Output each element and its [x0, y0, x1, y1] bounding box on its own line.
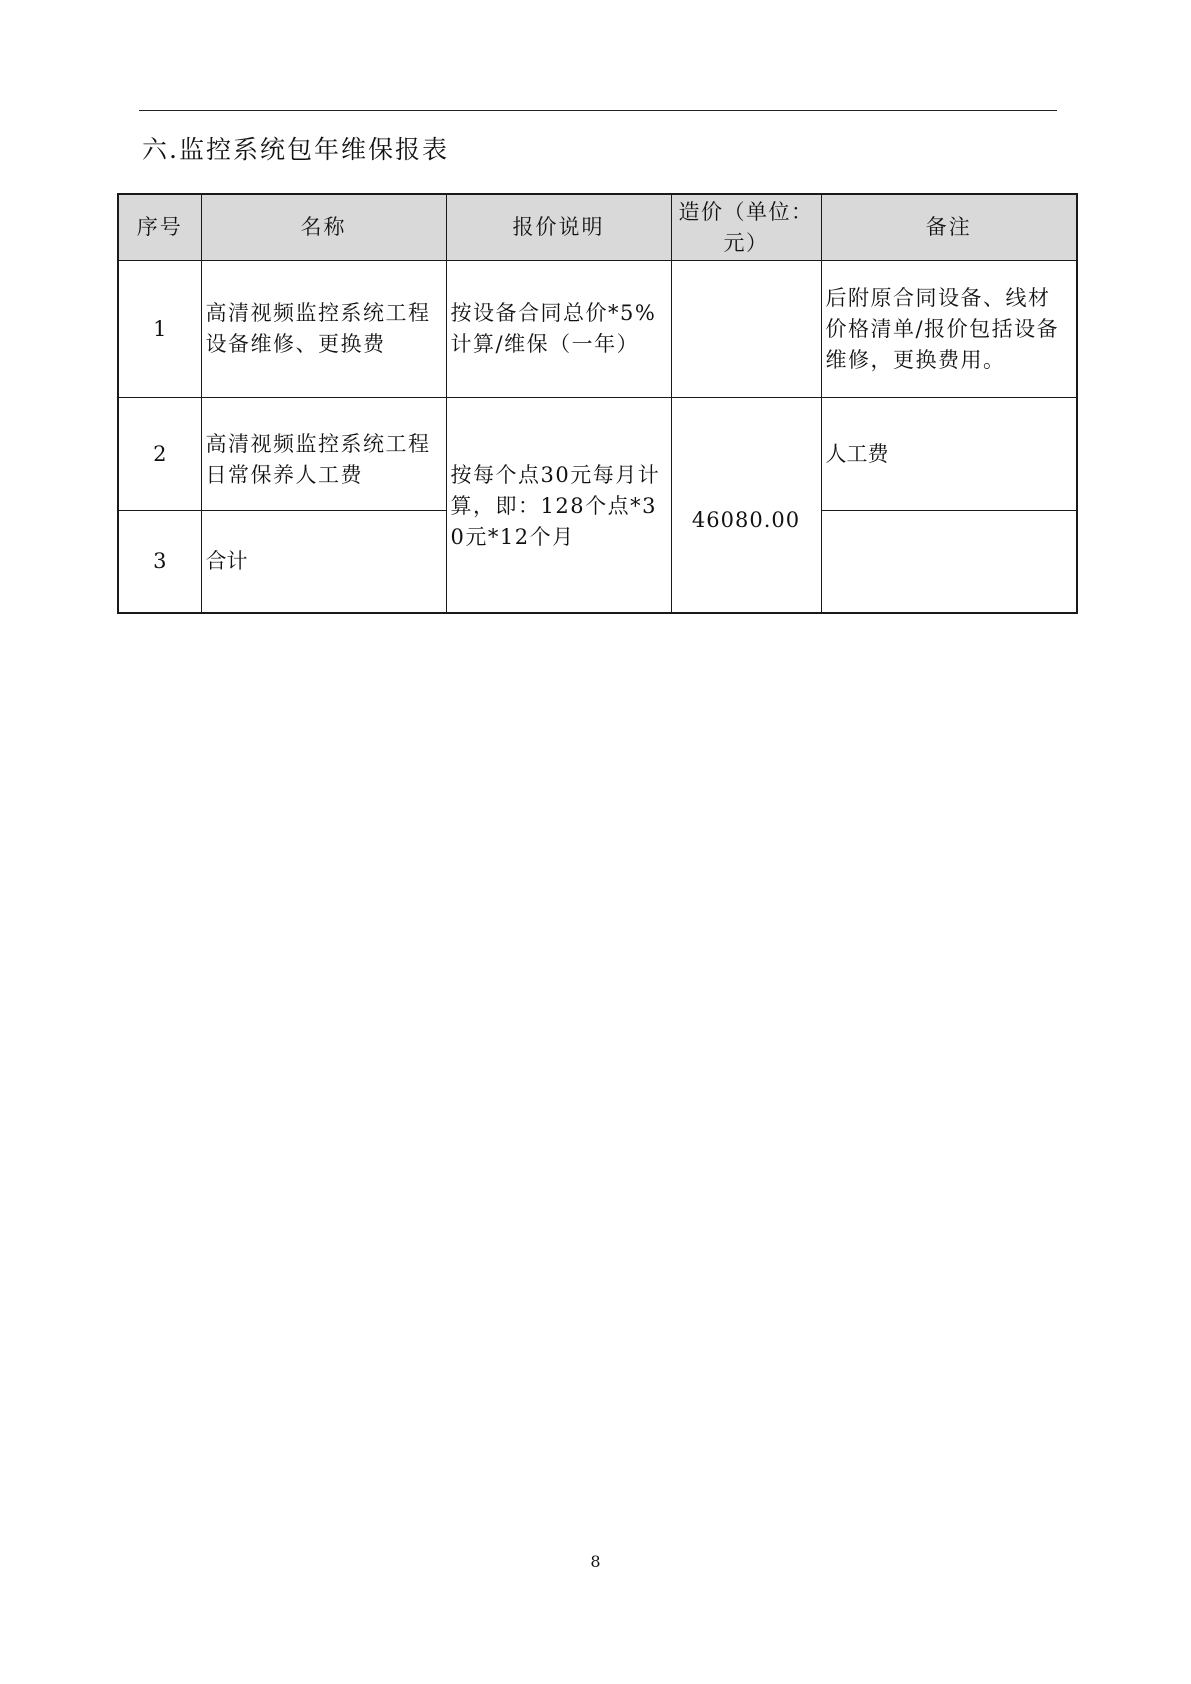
header-name: 名称 — [201, 194, 446, 261]
maintenance-quote-table — [117, 193, 1078, 614]
page-number: 8 — [590, 1552, 601, 1571]
cell-name — [201, 261, 446, 398]
table-row — [118, 261, 1077, 398]
cell-price — [671, 398, 821, 614]
table-row — [118, 398, 1077, 511]
header-price — [671, 194, 821, 261]
cell-remark — [821, 261, 1077, 398]
header-price-text: 造价（单位：元） — [678, 199, 814, 255]
cell-remark-text: 后附原合同设备、线材价格清单/报价包括设备维修，更换费用。 — [825, 285, 1060, 372]
cell-price — [671, 261, 821, 398]
cell-no: 1 — [118, 261, 201, 398]
cell-price-text: 46080.00 — [691, 507, 801, 532]
cell-no: 3 — [118, 511, 201, 614]
header-rule — [139, 110, 1057, 111]
cell-desc-text: 按设备合同总价*5%计算/维保（一年） — [450, 301, 657, 356]
cell-remark: 人工费 — [821, 398, 1077, 511]
table-header-row — [118, 194, 1077, 261]
cell-name — [201, 398, 446, 511]
cell-name: 合计 — [201, 511, 446, 614]
header-no: 序号 — [118, 194, 201, 261]
cell-name-text: 高清视频监控系统工程设备维修、更换费 — [205, 301, 431, 356]
cell-desc-text: 按每个点30元每月计算，即：128个点*30元*12个月 — [450, 462, 661, 549]
header-remark: 备注 — [821, 194, 1077, 261]
section-title: 六.监控系统包年维保报表 — [142, 135, 449, 164]
cell-desc — [446, 261, 671, 398]
cell-name-text: 高清视频监控系统工程日常保养人工费 — [205, 432, 431, 487]
cell-no: 2 — [118, 398, 201, 511]
cell-remark — [821, 511, 1077, 614]
header-desc: 报价说明 — [446, 194, 671, 261]
cell-desc — [446, 398, 671, 614]
